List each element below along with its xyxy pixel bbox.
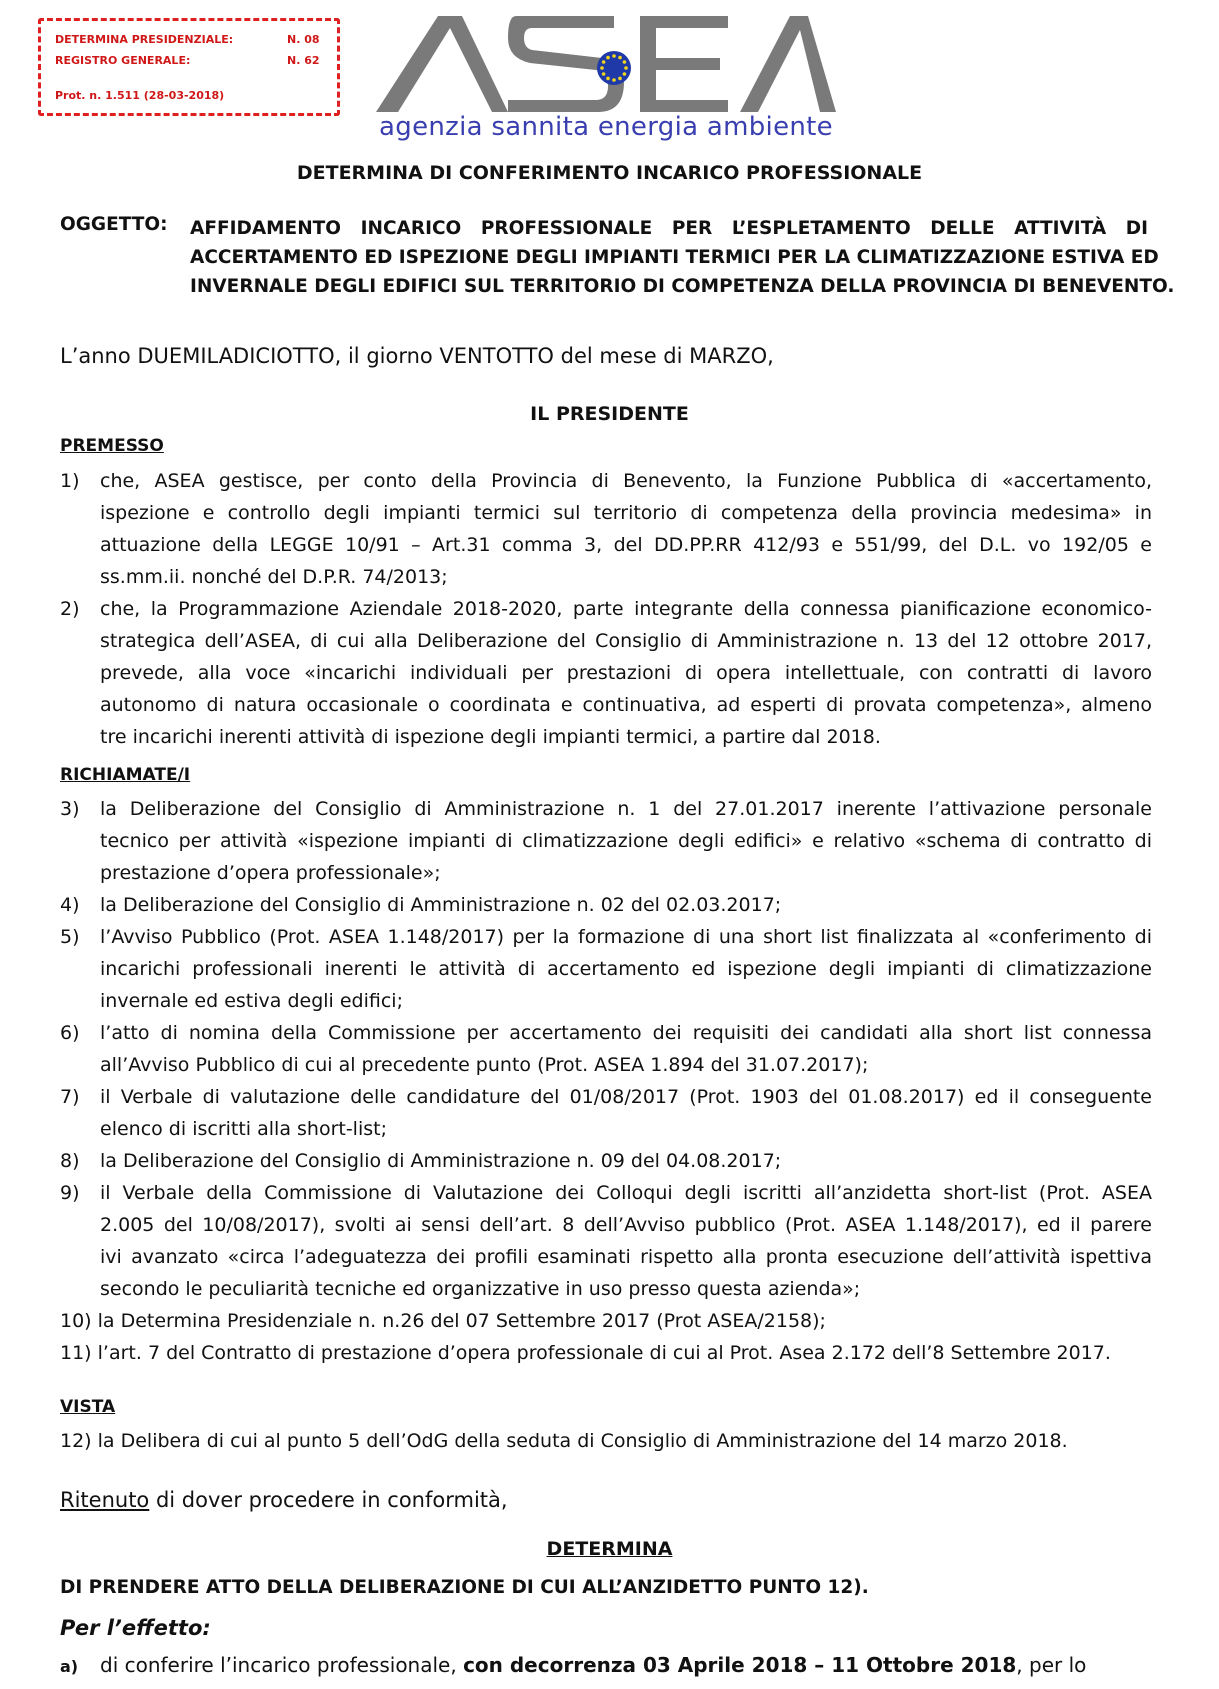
document-title: DETERMINA DI CONFERIMENTO INCARICO PROFESSIONALE — [296, 162, 923, 184]
list-item: 10) la Determina Presidenziale n. n.26 del 07 Settembre 2017 (Prot ASEA/2158); — [60, 1310, 826, 1332]
intro-paragraph: L’anno DUEMILADICIOTTO, il giorno VENTOTTO del mese di MARZO, — [60, 344, 774, 368]
stamp-protocol: Prot. n. 1.511 (28-03-2018) — [55, 89, 225, 102]
list-item: 12) la Delibera di cui al punto 5 dell’OdG della seduta di Consiglio di Amministrazione del 14 marzo 2018. — [60, 1430, 1068, 1452]
list-item: 7) il Verbale di valutazione delle candidature del 01/08/2017 (Prot. 1903 del 01.08.2017) ed il conseguente elenco di iscritti alla short-list; — [60, 1086, 1152, 1140]
ritenuto-paragraph: Ritenuto di dover procedere in conformità, — [60, 1488, 508, 1512]
determina-heading: DETERMINA — [546, 1538, 673, 1560]
oggetto-line: AFFIDAMENTO INCARICO PROFESSIONALE PER L’ESPLETAMENTO DELLE ATTIVITÀ DI — [190, 218, 1148, 239]
stamp-row-registro: REGISTRO GENERALE: N. 62 — [55, 54, 320, 67]
list-item: 2) che, la Programmazione Aziendale 2018-2020, parte integrante della connessa pianificazione economico- strategica dell’ASEA, di cui alla Deliberazione del Consiglio di Amministrazione n. 13 del 12 ottobre 2017, prevede, alla voce «incarichi individuali per prestazioni di opera intellettuale, con contratti di lavoro autonomo di natura occasionale o coordinata e continuativa, ad esperti di provata competenza», almeno tre incarichi inerenti attività di ispezione degli impianti termici, a partire dal 2018. — [60, 598, 1152, 748]
oggetto-line: INVERNALE DEGLI EDIFICI SUL TERRITORIO DI COMPETENZA DELLA PROVINCIA DI BENEVENTO. — [190, 276, 1175, 297]
list-item: 6) l’atto di nomina della Commissione per accertamento dei requisiti dei candidati alla short list connessa all’Avviso Pubblico di cui al precedente punto (Prot. ASEA 1.894 del 31.07.2017); — [60, 1022, 1152, 1076]
richiamate-heading: RICHIAMATE/I — [60, 765, 191, 785]
list-item: 8) la Deliberazione del Consiglio di Amministrazione n. 09 del 04.08.2017; — [60, 1150, 782, 1172]
list-item: 1) che, ASEA gestisce, per conto della Provincia di Benevento, la Funzione Pubblica di «accertamento, ispezione e controllo degli impianti termici sul territorio di competenza della provincia medesima» in attuazione della LEGGE 10/91 – Art.31 comma 3, del DD.PP.RR 412/93 e 551/99, del D.L. vo 192/05 e ss.mm.ii. nonché del D.P.R. 74/2013; — [60, 470, 1152, 588]
premesso-heading: PREMESSO — [60, 436, 164, 456]
logo-tagline: agenzia sannita energia ambiente — [379, 112, 833, 142]
oggetto-label: OGGETTO: — [60, 214, 168, 235]
oggetto-line: ACCERTAMENTO ED ISPEZIONE DEGLI IMPIANTI TERMICI PER LA CLIMATIZZAZIONE ESTIVA ED — [190, 247, 1159, 268]
asea-wordmark — [376, 8, 836, 118]
list-item: 4) la Deliberazione del Consiglio di Amministrazione n. 02 del 02.03.2017; — [60, 894, 782, 916]
richiamate-list — [60, 793, 1152, 1369]
oggetto-text — [190, 214, 1175, 301]
stamp-row-determina: DETERMINA PRESIDENZIALE: N. 08 — [55, 33, 320, 46]
vista-heading: VISTA — [60, 1397, 116, 1417]
list-item: 5) l’Avviso Pubblico (Prot. ASEA 1.148/2017) per la formazione di una short list finalizzata al «conferimento di incarichi professionali inerenti le attività di accertamento ed ispezione degli impianti di climatizzazione invernale ed estiva degli edifici; — [60, 926, 1152, 1012]
vista-list — [60, 1425, 1152, 1457]
eu-stars-icon — [597, 51, 631, 85]
per-effetto-label: Per l’effetto: — [60, 1616, 211, 1640]
list-item: 9) il Verbale della Commissione di Valutazione dei Colloqui degli iscritti all’anzidetta short-list (Prot. ASEA 2.005 del 10/08/2017), svolti ai sensi dell’art. 8 dell’Avviso pubblico (Prot. ASEA 1.148/2017), ed il parere ivi avanzato «circa l’adeguatezza dei profili esaminati rispetto alla pronta esecuzione dell’attività ispettiva secondo le peculiarità tecniche ed organizzative in uso presso questa azienda»; — [60, 1182, 1152, 1300]
premesso-list — [60, 465, 1152, 753]
list-item: 11) l’art. 7 del Contratto di prestazione d’opera professionale di cui al Prot. Asea 2.172 dell’8 Settembre 2017. — [60, 1342, 1111, 1364]
item-a: a) di conferire l’incarico professionale, con decorrenza 03 Aprile 2018 – 11 Ottobre 2018, per lo — [60, 1653, 1087, 1677]
asea-logo — [376, 8, 836, 148]
protocol-stamp — [38, 18, 340, 116]
presidente-heading: IL PRESIDENTE — [530, 403, 689, 425]
list-item: 3) la Deliberazione del Consiglio di Amministrazione n. 1 del 27.01.2017 inerente l’attivazione personale tecnico per attività «ispezione impianti di climatizzazione degli edifici» e relativo «schema di contratto di prestazione d’opera professionale»; — [60, 798, 1152, 884]
prendere-atto-text: DI PRENDERE ATTO DELLA DELIBERAZIONE DI CUI ALL’ANZIDETTO PUNTO 12). — [60, 1577, 869, 1598]
